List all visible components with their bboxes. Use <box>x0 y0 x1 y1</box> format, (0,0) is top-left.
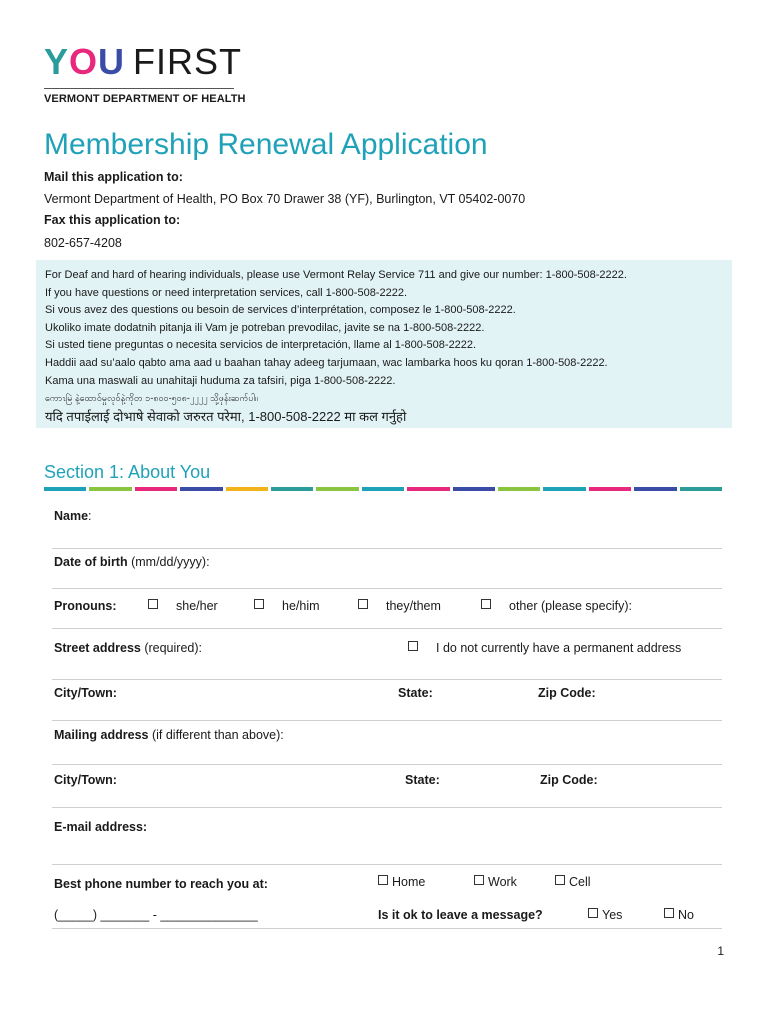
logo-you: YOU <box>44 41 126 82</box>
leave-message-yes[interactable]: Yes <box>588 908 622 922</box>
checkbox-icon[interactable] <box>378 875 388 885</box>
notice-line: If you have questions or need interpretation services, call 1-800-508-2222. <box>45 286 407 299</box>
mailing-address-label: Mailing address (if different than above): <box>54 728 284 742</box>
phone-type-home[interactable]: Home <box>378 875 425 889</box>
stripe-segment <box>316 487 358 491</box>
pronoun-option-she[interactable]: she/her <box>148 599 218 613</box>
checkbox-icon[interactable] <box>481 599 491 609</box>
language-assistance-notice <box>36 260 732 428</box>
stripe-segment <box>453 487 495 491</box>
page-title: Membership Renewal Application <box>44 128 488 161</box>
checkbox-icon[interactable] <box>474 875 484 885</box>
department-name: VERMONT DEPARTMENT OF HEALTH <box>44 93 246 105</box>
stripe-segment <box>680 487 722 491</box>
stripe-segment <box>44 487 86 491</box>
stripe-segment <box>226 487 268 491</box>
mail-address: Vermont Department of Health, PO Box 70 Drawer 38 (YF), Burlington, VT 05402-0070 <box>44 192 526 206</box>
stripe-segment <box>634 487 676 491</box>
email-label: E-mail address: <box>54 820 148 834</box>
you-first-logo <box>44 42 242 82</box>
notice-line: ကောၤမြဲ နဲ့ထောဝ်မှုလုဝ်နဲ့ကိုတ ၁-၈၀၀-၅၀၈-၂၂၂၂ သို့ဖုန်းဆက်ပါ။ <box>45 393 258 404</box>
notice-line: Ukoliko imate dodatnih pitanja ili Vam je potreban prevodilac, javite se na 1-800-508-2222. <box>45 321 485 334</box>
notice-line: Si vous avez des questions ou besoin de services d’interprétation, composez le 1-800-508-2222. <box>45 304 516 317</box>
section-color-stripe <box>44 487 722 491</box>
dob-field-label: Date of birth (mm/dd/yyyy): <box>54 555 210 569</box>
stripe-segment <box>498 487 540 491</box>
fax-label: Fax this application to: <box>44 213 181 227</box>
checkbox-icon[interactable] <box>408 641 418 651</box>
fax-number: 802-657-4208 <box>44 236 122 250</box>
stripe-segment <box>89 487 131 491</box>
phone-line <box>52 928 722 929</box>
zip-label: Zip Code: <box>538 686 596 700</box>
section-1-heading: Section 1: About You <box>44 462 211 482</box>
phone-type-cell[interactable]: Cell <box>555 875 591 889</box>
stripe-segment <box>543 487 585 491</box>
logo-first: FIRST <box>133 41 243 82</box>
street-address-line[interactable] <box>52 679 722 680</box>
name-field-line[interactable] <box>52 548 722 549</box>
notice-line: यदि तपाईलाई दोभाषे सेवाको जरुरत परेमा, 1-800-508-2222 मा कल गर्नुहो <box>45 408 407 424</box>
leave-message-label: Is it ok to leave a message? <box>378 908 543 922</box>
page-number: 1 <box>717 944 724 958</box>
checkbox-icon[interactable] <box>254 599 264 609</box>
stripe-segment <box>180 487 222 491</box>
checkbox-icon[interactable] <box>358 599 368 609</box>
stripe-segment <box>362 487 404 491</box>
phone-number-blank[interactable]: (_____) _______ - ______________ <box>54 908 258 922</box>
notice-line: Kama una maswali au unahitaji huduma za tafsiri, piga 1-800-508-2222. <box>45 374 396 387</box>
mailing-city-label: City/Town: <box>54 773 117 787</box>
pronoun-option-he[interactable]: he/him <box>254 599 320 613</box>
dob-field-line[interactable] <box>52 588 722 589</box>
leave-message-no[interactable]: No <box>664 908 694 922</box>
street-address-label: Street address (required): <box>54 641 202 655</box>
pronoun-option-other[interactable]: other (please specify): <box>481 599 632 613</box>
stripe-segment <box>135 487 177 491</box>
mailing-city-state-zip-line[interactable] <box>52 807 722 808</box>
mailing-address-line[interactable] <box>52 764 722 765</box>
no-permanent-address-option[interactable]: I do not currently have a permanent address <box>408 641 681 655</box>
state-label: State: <box>398 686 433 700</box>
phone-type-work[interactable]: Work <box>474 875 517 889</box>
city-state-zip-line[interactable] <box>52 720 722 721</box>
pronouns-line <box>52 628 722 629</box>
checkbox-icon[interactable] <box>148 599 158 609</box>
stripe-segment <box>407 487 449 491</box>
name-field-label: Name: <box>54 509 92 523</box>
phone-label: Best phone number to reach you at: <box>54 877 268 891</box>
checkbox-icon[interactable] <box>555 875 565 885</box>
notice-line: For Deaf and hard of hearing individuals, please use Vermont Relay Service 711 and give our number: 1-800-508-2222. <box>45 269 627 281</box>
stripe-segment <box>589 487 631 491</box>
logo-divider <box>44 88 234 89</box>
checkbox-icon[interactable] <box>588 908 598 918</box>
email-line[interactable] <box>52 864 722 865</box>
mail-label: Mail this application to: <box>44 170 183 184</box>
city-label: City/Town: <box>54 686 117 700</box>
checkbox-icon[interactable] <box>664 908 674 918</box>
pronoun-option-they[interactable]: they/them <box>358 599 441 613</box>
notice-line: Haddii aad su’aalo qabto ama aad u baahan tahay adeeg tarjumaan, wac lambarka hoos ku qoran 1-800-508-2222. <box>45 356 608 369</box>
stripe-segment <box>271 487 313 491</box>
mailing-state-label: State: <box>405 773 440 787</box>
mailing-zip-label: Zip Code: <box>540 773 598 787</box>
notice-line: Si usted tiene preguntas o necesita servicios de interpretación, llame al 1-800-508-2222. <box>45 339 477 352</box>
pronouns-label: Pronouns: <box>54 599 117 613</box>
